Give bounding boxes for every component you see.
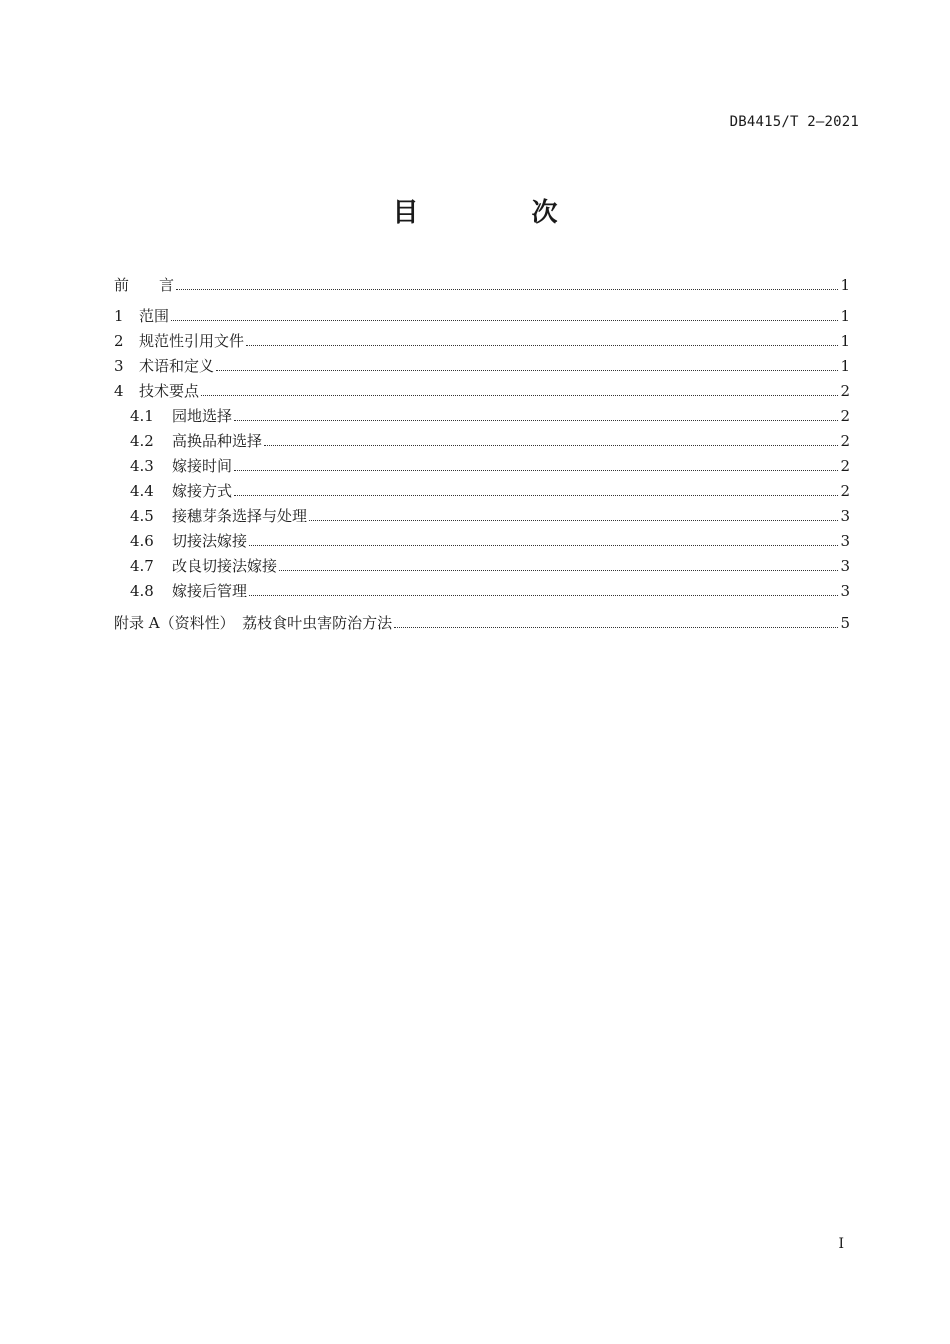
toc-title: 目 次 — [392, 198, 610, 228]
toc-dot-leader — [246, 345, 838, 346]
toc-dot-leader — [234, 420, 838, 421]
toc-entry-title: 接穗芽条选择与处理 — [172, 507, 308, 525]
toc-entry-page: 2 — [840, 407, 850, 425]
toc-entry-number: 4.8 — [130, 582, 154, 600]
toc-entry-title: 嫁接方式 — [172, 482, 233, 500]
toc-entry-page: 1 — [840, 276, 850, 294]
toc-entry-page: 3 — [840, 507, 850, 525]
toc-entry-number: 1 — [114, 307, 124, 325]
toc-entry-title: 嫁接时间 — [172, 457, 233, 475]
toc-entry[interactable] — [114, 330, 850, 352]
toc-entry[interactable] — [130, 555, 850, 577]
toc-entry-page: 1 — [840, 332, 850, 350]
toc-entry-number: 4.4 — [130, 482, 154, 500]
toc-entry-number: 2 — [114, 332, 124, 350]
toc-entry-page: 1 — [840, 357, 850, 375]
toc-entry-page: 5 — [840, 614, 850, 632]
toc-entry-page: 2 — [840, 432, 850, 450]
document-code: DB4415/T 2—2021 — [729, 114, 859, 130]
toc-entry-page: 3 — [840, 532, 850, 550]
toc-entry[interactable] — [114, 355, 850, 377]
toc-entry-number: 4.3 — [130, 457, 154, 475]
toc-entry[interactable] — [130, 430, 850, 452]
toc-entry[interactable] — [130, 405, 850, 427]
toc-dot-leader — [394, 627, 838, 628]
toc-entry-title: 高换品种选择 — [172, 432, 263, 450]
toc-entry-page: 2 — [840, 457, 850, 475]
toc-entry-title: 规范性引用文件 — [139, 332, 245, 350]
toc-entry[interactable] — [130, 530, 850, 552]
toc-entry[interactable] — [114, 612, 850, 634]
toc-entry[interactable] — [114, 380, 850, 402]
page-number: I — [838, 1236, 844, 1252]
toc-dot-leader — [264, 445, 838, 446]
toc-entry-title: 范围 — [139, 307, 170, 325]
toc-dot-leader — [249, 595, 838, 596]
toc-dot-leader — [171, 320, 838, 321]
toc-entry-number: 4.6 — [130, 532, 154, 550]
toc-dot-leader — [309, 520, 838, 521]
toc-entry-title: 术语和定义 — [139, 357, 215, 375]
toc-entry-page: 2 — [840, 382, 850, 400]
toc-entry[interactable] — [130, 505, 850, 527]
toc-entry-title: 技术要点 — [139, 382, 200, 400]
toc-dot-leader — [176, 289, 838, 290]
toc-entry-page: 2 — [840, 482, 850, 500]
toc-entry-title: 嫁接后管理 — [172, 582, 248, 600]
toc-entry-page: 1 — [840, 307, 850, 325]
toc-entry[interactable] — [130, 480, 850, 502]
toc-entry-title: 园地选择 — [172, 407, 233, 425]
toc-entry-page: 3 — [840, 557, 850, 575]
toc-entry-number: 4.7 — [130, 557, 154, 575]
toc-entry-number: 4 — [114, 382, 124, 400]
toc-dot-leader — [249, 545, 838, 546]
toc-entry[interactable] — [114, 305, 850, 327]
toc-entry-title: 前 言 — [114, 276, 175, 294]
toc-entry-number: 3 — [114, 357, 124, 375]
toc-entry-title: 附录 A（资料性） 荔枝食叶虫害防治方法 — [114, 614, 393, 632]
toc-entry[interactable] — [130, 455, 850, 477]
toc-entry-page: 3 — [840, 582, 850, 600]
toc-dot-leader — [279, 570, 838, 571]
toc-entry-title: 切接法嫁接 — [172, 532, 248, 550]
toc-dot-leader — [234, 495, 838, 496]
toc-dot-leader — [216, 370, 838, 371]
toc-entry-number: 4.5 — [130, 507, 154, 525]
toc-dot-leader — [234, 470, 838, 471]
toc-entry[interactable] — [114, 274, 850, 296]
toc-entry[interactable] — [130, 580, 850, 602]
toc-entry-number: 4.1 — [130, 407, 154, 425]
toc-entry-title: 改良切接法嫁接 — [172, 557, 278, 575]
toc-dot-leader — [201, 395, 838, 396]
toc-entry-number: 4.2 — [130, 432, 154, 450]
